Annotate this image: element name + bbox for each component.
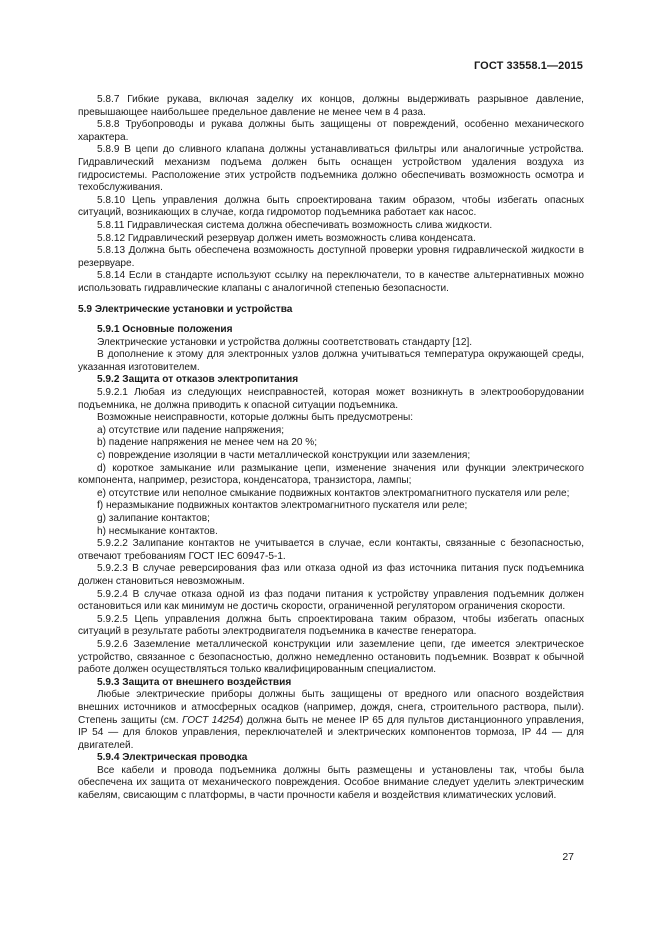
paragraph-5-9-1-a: Электрические установки и устройства должны соответствовать стандарту [12]. [97, 336, 473, 348]
paragraph-5-8-9: 5.8.9 В цепи до сливного клапана должны устанавливаться фильтры или аналогичные устройства. Гидравлический механизм подъема должен быть оснащен устройством удаления воздуха из гидросистемы. Расположение этих устройств подъемника должно обеспечивать возможность осмотра и техобслуживания. [78, 144, 584, 194]
paragraph-5-9-2-6: 5.9.2.6 Заземление металлической конструкции или заземление цепи, где имеется электрическое устройство, связанное с безопасностью, должно немедленно остановить подъемник. Возврат к обычной работе должен осуществляться только квалифицированным специалистом. [78, 638, 584, 676]
list-item: d) короткое замыкание или размыкание цепи, изменение значения или функции электрического компонента, например, резистора, конденсатора, транзистора, лампы; [78, 462, 584, 487]
paragraph-5-8-11: 5.8.11 Гидравлическая система должна обеспечивать возможность слива жидкости. [97, 219, 493, 231]
paragraph-5-9-2-1: 5.9.2.1 Любая из следующих неисправностей, которая может возникнуть в электрооборудовании подъемника, не должна приводить к опасной ситуации подъемника. [78, 387, 584, 411]
section-heading-5-9: 5.9 Электрические установки и устройства [78, 303, 293, 315]
paragraph-5-9-2-5: 5.9.2.5 Цепь управления должна быть спроектирована таким образом, чтобы избегать опасных ситуаций в результате работы электродвигателя подъемника в качестве генератора. [78, 613, 584, 638]
paragraph-5-8-13: 5.8.13 Должна быть обеспечена возможность доступной проверки уровня гидравлической жидкости в резервуаре. [78, 245, 584, 269]
list-item: f) неразмыкание подвижных контактов электромагнитного пускателя или реле; [97, 500, 468, 512]
paragraph-5-9-2-3: 5.9.2.3 В случае реверсирования фаз или отказа одной из фаз источника питания пуск подъемника должен становиться невозможным. [78, 563, 584, 587]
document-body [78, 94, 584, 803]
subsection-heading-5-9-4: 5.9.4 Электрическая проводка [97, 752, 248, 764]
list-item: g) залипание контактов; [97, 513, 210, 524]
subsection-heading-5-9-2: 5.9.2 Защита от отказов электропитания [97, 374, 299, 386]
page-number: 27 [562, 851, 574, 863]
paragraph-5-9-2-2: 5.9.2.2 Залипание контактов не учитывается в случае, если контакты, связанные с безопасностью, отвечают требованиям ГОСТ IEC 60947-5-1. [78, 538, 584, 562]
subsection-heading-5-9-1: 5.9.1 Основные положения [97, 324, 233, 336]
paragraph-5-8-7: 5.8.7 Гибкие рукава, включая заделку их концов, должны выдерживать разрывное давление, превышающее наибольшее предельное давление не менее чем в 4 раза. [78, 94, 584, 118]
standard-reference: ГОСТ 14254 [182, 714, 240, 726]
paragraph-5-9-3-part-a: Любые электрические приборы должны быть защищены от вредного или опасного воздействия внешних источников и атмосферных осадков (например, дождя, снега, строительного раствора, пыли). Степень защиты (см. [78, 689, 584, 726]
paragraph-5-8-8: 5.8.8 Трубопроводы и рукава должны быть защищены от повреждений, особенно механического характера. [78, 119, 584, 143]
document-id: ГОСТ 33558.1—2015 [473, 60, 583, 72]
paragraph-5-8-10: 5.8.10 Цепь управления должна быть спроектирована таким образом, чтобы избегать опасных ситуаций, возникающих в случае, когда гидромотор подъемника работает как насос. [78, 194, 584, 219]
paragraph-5-8-12: 5.8.12 Гидравлический резервуар должен иметь возможность слива конденсата. [97, 232, 476, 244]
list-item: c) повреждение изоляции в части металлической конструкции или заземления; [97, 450, 471, 462]
paragraph-5-9-3 [78, 689, 584, 752]
paragraph-5-8-14: 5.8.14 Если в стандарте используют ссылку на переключатели, то в качестве альтернативных можно использовать гидравлические клапаны с аналогичной степенью безопасности. [78, 270, 584, 294]
paragraph-5-9-2-4: 5.9.2.4 В случае отказа одной из фаз подачи питания к устройству управления подъемник должен остановиться или как минимум не достичь скорости, ограниченной регулятором ограничения скорости. [78, 588, 584, 613]
subsection-heading-5-9-3: 5.9.3 Защита от внешнего воздействия [97, 676, 292, 688]
paragraph-5-9-4: Все кабели и провода подъемника должны быть размещены и установлены так, чтобы была обеспечена их защита от механического повреждения. Особое внимание следует уделить электрическим кабелям, свисающим с платформы, в части прочности кабеля и воздействия климатических условий. [78, 764, 584, 802]
list-item: b) падение напряжения не менее чем на 20 %; [97, 437, 318, 449]
list-item: a) отсутствие или падение напряжения; [97, 424, 285, 436]
list-item: h) несмыкание контактов. [97, 525, 218, 537]
list-item: e) отсутствие или неполное смыкание подвижных контактов электромагнитного пускателя или реле; [97, 487, 570, 499]
paragraph-5-9-2-1-b: Возможные неисправности, которые должны быть предусмотрены: [97, 412, 414, 424]
paragraph-5-9-1-b: В дополнение к этому для электронных узлов должна учитываться температура окружающей среды, указанная изготовителем. [78, 349, 584, 373]
paragraph-5-9-3-part-b: ) должна быть не менее IP 65 для пультов дистанционного управления, IP 54 — для блоков управления, переключателей и электрических компонентов тормоза, IP 44 — для двигателей. [78, 714, 585, 751]
